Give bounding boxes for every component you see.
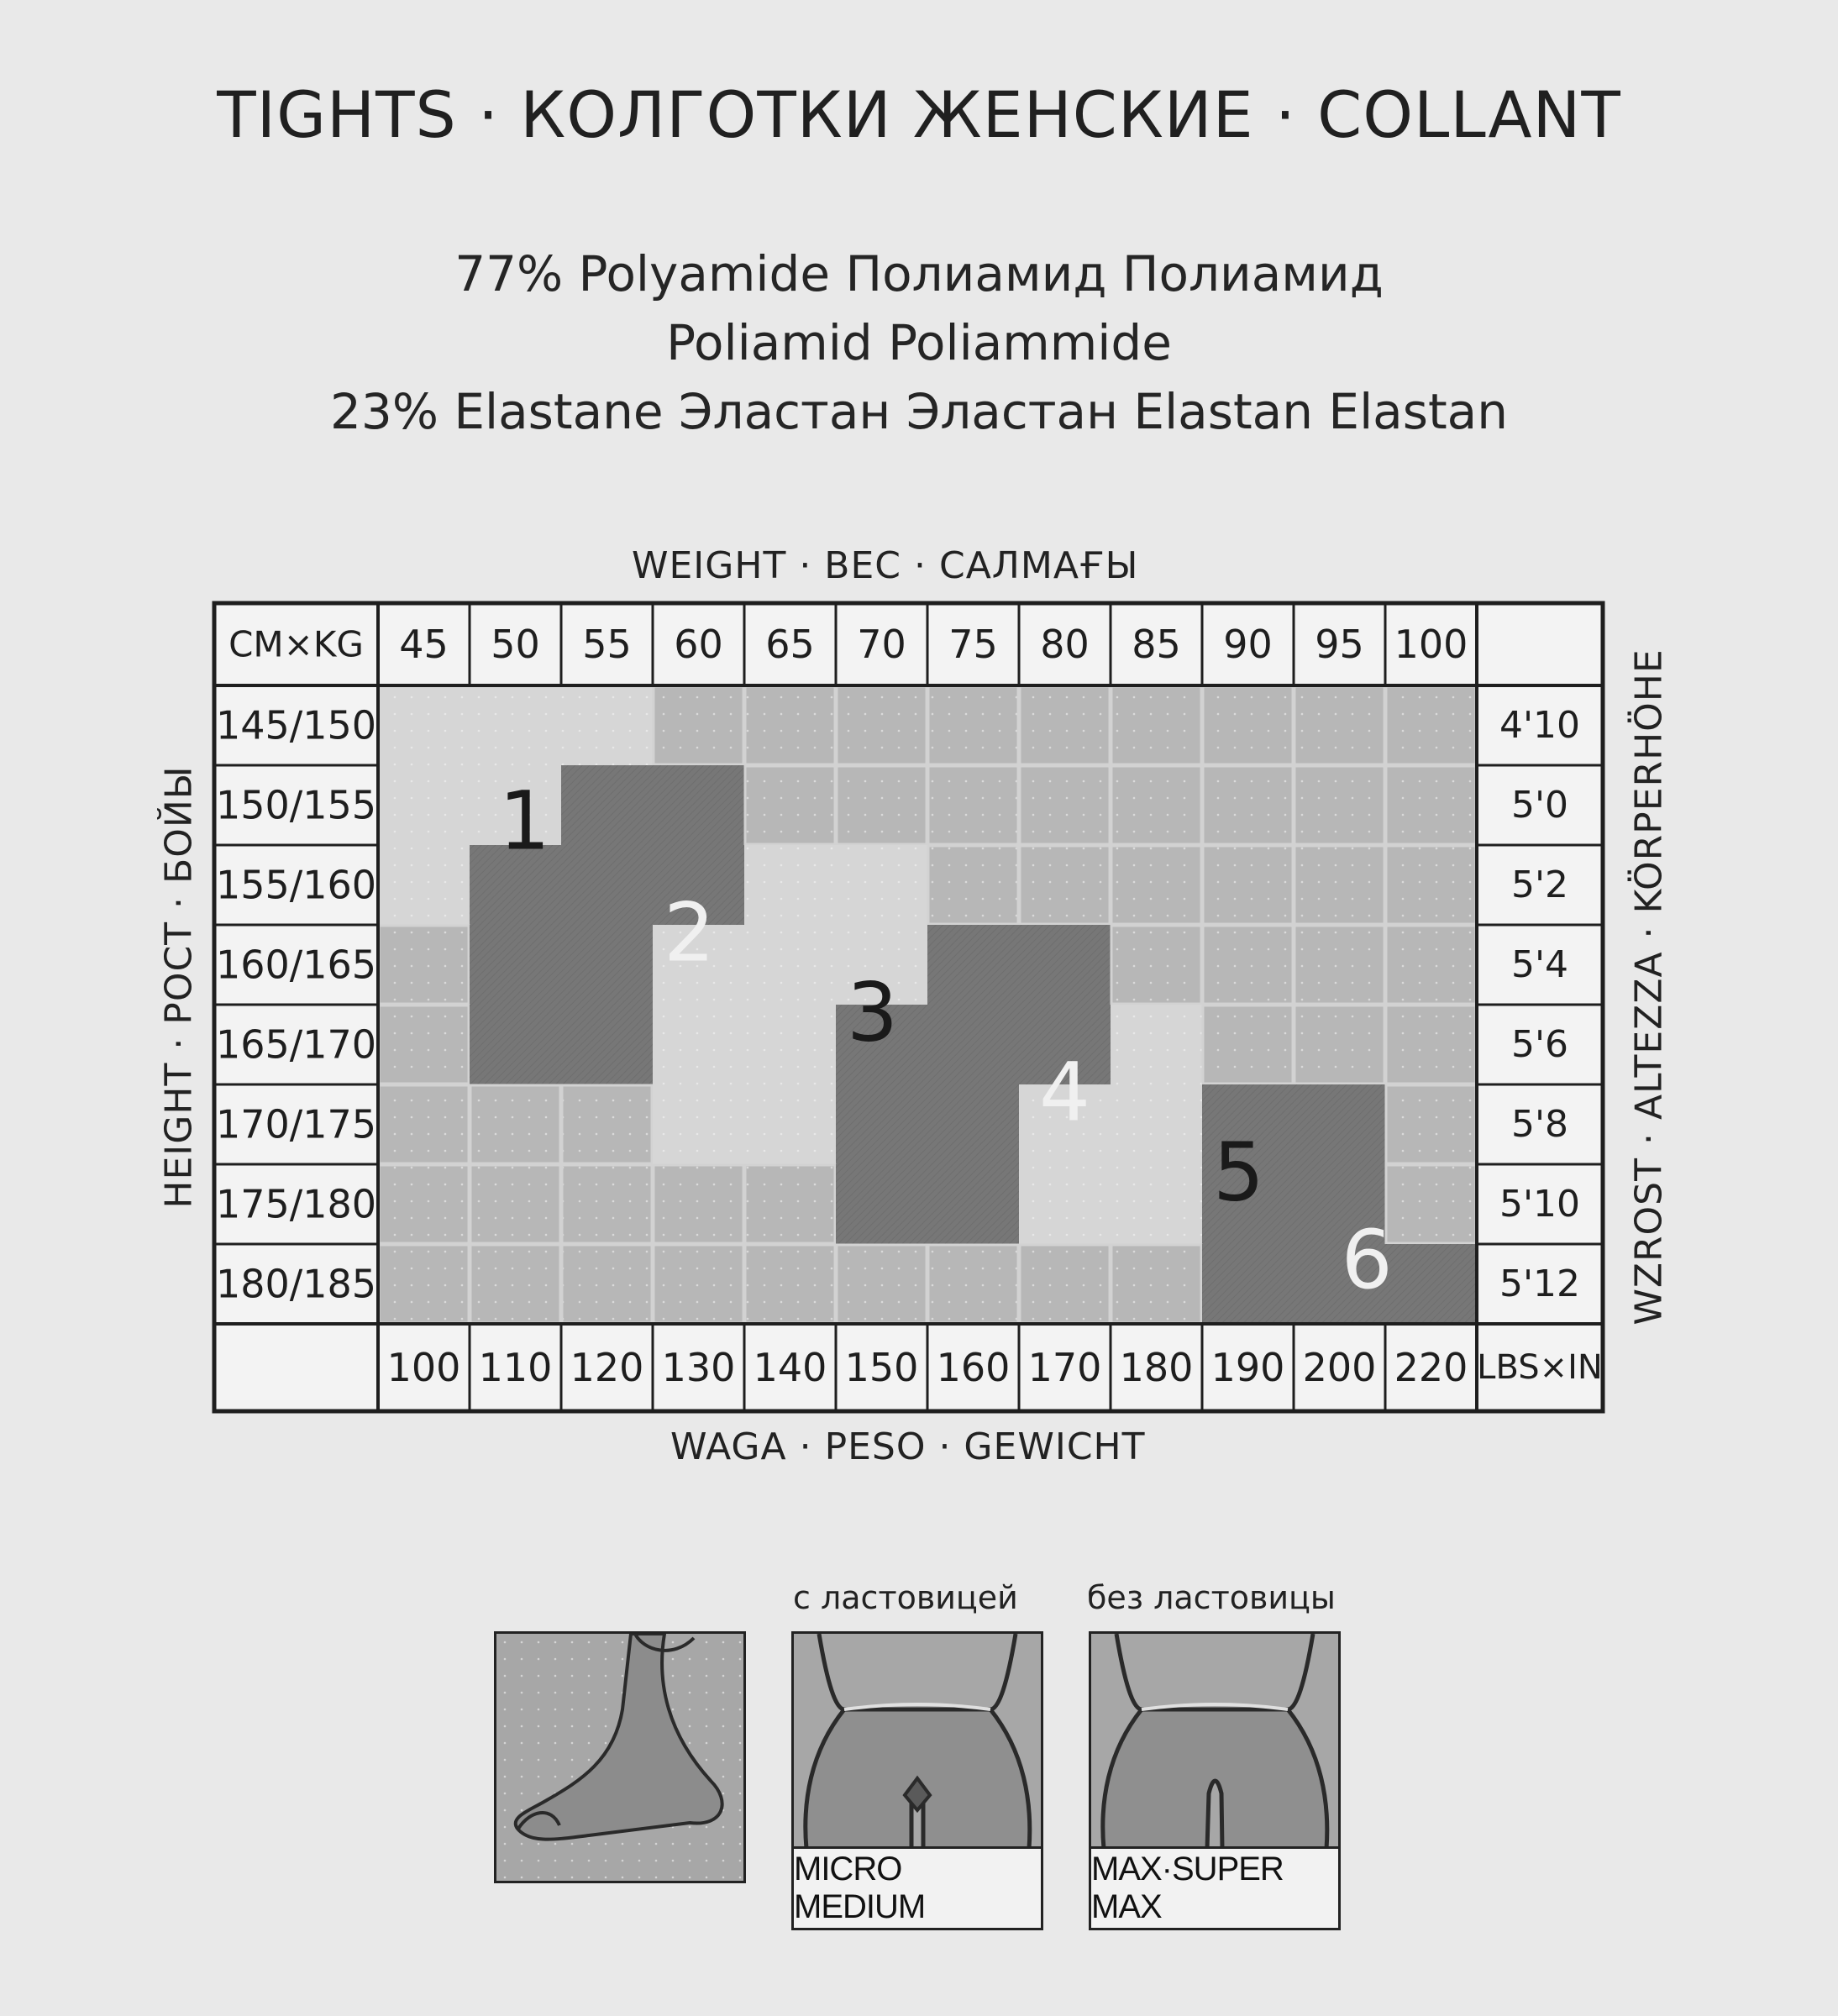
size-cell-texture <box>1385 1005 1477 1084</box>
size-cell-texture <box>744 1164 836 1244</box>
size-cell-texture <box>1294 925 1385 1005</box>
size-cell-texture <box>1385 1164 1477 1244</box>
caption-no-gusset: без ластовицы <box>1087 1579 1336 1616</box>
size-cell-texture <box>1294 1005 1385 1084</box>
size-cell-texture <box>653 765 744 845</box>
size-cell-texture <box>1019 1164 1111 1244</box>
size-cell-texture <box>1019 845 1111 925</box>
size-cell-texture <box>836 1244 927 1324</box>
lbs-column-label: 140 <box>753 1345 827 1390</box>
size-cell-texture <box>744 685 836 765</box>
size-zone-1: 1 <box>498 774 550 869</box>
size-cell-texture <box>561 845 653 925</box>
in-row-label: 5'12 <box>1499 1263 1581 1305</box>
in-row-label: 4'10 <box>1499 704 1581 747</box>
kg-column-label: 95 <box>1315 622 1364 667</box>
kg-column-label: 65 <box>765 622 815 667</box>
size-cell-texture <box>470 925 561 1005</box>
lbs-column-label: 200 <box>1302 1345 1377 1390</box>
lbs-column-label: 100 <box>386 1345 461 1390</box>
lbs-column-label: 190 <box>1210 1345 1285 1390</box>
size-zone-2: 2 <box>664 885 716 980</box>
size-cell-texture <box>653 1164 744 1244</box>
cm-row-label: 150/155 <box>215 782 377 828</box>
size-cell-texture <box>561 765 653 845</box>
size-zone-6: 6 <box>1341 1213 1393 1307</box>
size-cell-texture <box>653 685 744 765</box>
size-cell-texture <box>744 925 836 1005</box>
size-zone-3: 3 <box>847 965 899 1060</box>
size-cell-texture <box>1294 1084 1385 1164</box>
in-row-label: 5'2 <box>1510 864 1569 906</box>
tights-no-gusset-pictogram <box>1089 1631 1341 1930</box>
size-cell-texture <box>561 925 653 1005</box>
size-cell-texture <box>927 845 1019 925</box>
size-cell-texture <box>1111 1005 1202 1084</box>
composition-line-1: 77% Polyamide Полиамид Полиамид <box>454 245 1384 302</box>
size-cell-texture <box>1385 765 1477 845</box>
size-cell-texture <box>1202 685 1294 765</box>
cm-row-label: 145/150 <box>215 702 377 748</box>
lbs-column-label: 130 <box>661 1345 736 1390</box>
cm-row-label: 160/165 <box>215 942 377 988</box>
size-cell-texture <box>1111 765 1202 845</box>
size-cell-texture <box>378 1005 470 1084</box>
composition-line-3: 23% Elastane Эластан Эластан Elastan Elastan <box>330 383 1508 440</box>
size-cell-texture <box>561 1164 653 1244</box>
lbs-column-label: 170 <box>1027 1345 1102 1390</box>
size-cell-texture <box>836 845 927 925</box>
in-row-label: 5'0 <box>1510 784 1569 827</box>
corner-cm-kg: CM×KG <box>228 623 364 665</box>
caption-gusset: с ластовицей <box>793 1579 1018 1616</box>
size-cell-texture <box>927 1084 1019 1164</box>
lbs-column-label: 180 <box>1119 1345 1194 1390</box>
tag-gusset: MICRO MEDIUM <box>794 1846 1041 1928</box>
size-cell-texture <box>470 1164 561 1244</box>
size-cell-texture <box>1019 925 1111 1005</box>
size-cell-texture <box>744 1084 836 1164</box>
size-cell-texture <box>1294 765 1385 845</box>
size-cell-texture <box>1202 765 1294 845</box>
lbs-column-label: 120 <box>570 1345 644 1390</box>
kg-column-label: 85 <box>1132 622 1181 667</box>
size-cell-texture <box>1385 925 1477 1005</box>
kg-column-label: 55 <box>582 622 632 667</box>
size-cell-texture <box>744 1244 836 1324</box>
in-row-label: 5'6 <box>1510 1023 1569 1066</box>
size-cell-texture <box>744 765 836 845</box>
size-cell-texture <box>836 1084 927 1164</box>
tights-gusset-icon <box>794 1634 1041 1849</box>
size-cell-texture <box>927 685 1019 765</box>
size-cell-texture <box>470 685 561 765</box>
size-cell-texture <box>1385 1084 1477 1164</box>
size-cell-texture <box>1385 1244 1477 1324</box>
lbs-column-label: 160 <box>936 1345 1011 1390</box>
size-cell-texture <box>1111 685 1202 765</box>
size-cell-texture <box>378 845 470 925</box>
size-cell-texture <box>561 685 653 765</box>
size-cell-texture <box>653 1084 744 1164</box>
size-cell-texture <box>1019 1244 1111 1324</box>
in-row-label: 5'10 <box>1499 1183 1581 1226</box>
size-cell-texture <box>1111 1084 1202 1164</box>
size-cell-texture <box>561 1005 653 1084</box>
size-cell-texture <box>1294 845 1385 925</box>
page-title: TIGHTS · КОЛГОТКИ ЖЕНСКИЕ · COLLANT <box>217 77 1621 152</box>
size-cell-texture <box>1294 685 1385 765</box>
size-cell-texture <box>927 1244 1019 1324</box>
foot-icon <box>496 1634 743 1881</box>
size-cell-texture <box>378 1164 470 1244</box>
size-cell-texture <box>470 1005 561 1084</box>
size-cell-texture <box>1111 1164 1202 1244</box>
size-cell-texture <box>927 925 1019 1005</box>
size-cell-texture <box>927 765 1019 845</box>
kg-column-label: 45 <box>399 622 449 667</box>
in-row-label: 5'4 <box>1510 943 1569 986</box>
lbs-column-label: 150 <box>844 1345 919 1390</box>
cm-row-label: 180/185 <box>215 1261 377 1307</box>
lbs-column-label: 110 <box>478 1345 553 1390</box>
cm-row-label: 170/175 <box>215 1101 377 1147</box>
size-cell-texture <box>378 1244 470 1324</box>
size-cell-texture <box>1202 1244 1294 1324</box>
size-cell-texture <box>1385 685 1477 765</box>
size-cell-texture <box>744 845 836 925</box>
tag-no-gusset: MAX·SUPER MAX <box>1091 1846 1338 1928</box>
cm-row-label: 165/170 <box>215 1021 377 1068</box>
size-cell-texture <box>1202 1005 1294 1084</box>
kg-column-label: 90 <box>1223 622 1273 667</box>
composition-line-2: Poliamid Poliammide <box>666 314 1172 371</box>
size-cell-texture <box>1202 925 1294 1005</box>
size-cell-texture <box>378 765 470 845</box>
size-cell-texture <box>653 1005 744 1084</box>
weight-label-bottom: WAGA · PESO · GEWICHT <box>670 1425 1146 1468</box>
cm-row-label: 175/180 <box>215 1181 377 1227</box>
size-cell-texture <box>470 1244 561 1324</box>
size-cell-texture <box>1385 845 1477 925</box>
size-cell-texture <box>1111 845 1202 925</box>
size-cell-texture <box>1019 685 1111 765</box>
size-cell-texture <box>744 1005 836 1084</box>
kg-column-label: 70 <box>857 622 906 667</box>
size-cell-texture <box>378 925 470 1005</box>
size-cell-texture <box>470 1084 561 1164</box>
kg-column-label: 60 <box>674 622 723 667</box>
size-cell-texture <box>1202 845 1294 925</box>
kg-column-label: 80 <box>1040 622 1090 667</box>
size-cell-texture <box>836 1164 927 1244</box>
size-cell-texture <box>561 1084 653 1164</box>
cm-row-label: 155/160 <box>215 862 377 908</box>
kg-column-label: 50 <box>491 622 540 667</box>
size-zone-5: 5 <box>1213 1125 1265 1220</box>
foot-pictogram <box>494 1631 746 1883</box>
size-cell-texture <box>836 765 927 845</box>
height-label-right: WZROST · ALTEZZA · KÖRPERHÖHE <box>1627 648 1671 1326</box>
size-cell-texture <box>378 685 470 765</box>
size-cell-texture <box>1019 765 1111 845</box>
size-cell-texture <box>653 1244 744 1324</box>
size-cell-texture <box>1111 1244 1202 1324</box>
size-zone-4: 4 <box>1038 1045 1091 1140</box>
lbs-column-label: 220 <box>1394 1345 1468 1390</box>
size-cell-texture <box>378 1084 470 1164</box>
in-row-label: 5'8 <box>1510 1103 1569 1146</box>
size-cell-texture <box>927 1164 1019 1244</box>
tights-gusset-pictogram <box>791 1631 1043 1930</box>
height-label-left: HEIGHT · РОСТ · БОЙЫ <box>157 765 201 1209</box>
size-cell-texture <box>927 1005 1019 1084</box>
corner-lbs-in: LBS×IN <box>1477 1348 1603 1387</box>
weight-label-top: WEIGHT · ВЕС · САЛМАҒЫ <box>632 544 1139 587</box>
kg-column-label: 75 <box>948 622 998 667</box>
size-cell-texture <box>1111 925 1202 1005</box>
kg-column-label: 100 <box>1394 622 1468 667</box>
tights-no-gusset-icon <box>1091 1634 1338 1849</box>
size-cell-texture <box>836 685 927 765</box>
size-cell-texture <box>561 1244 653 1324</box>
